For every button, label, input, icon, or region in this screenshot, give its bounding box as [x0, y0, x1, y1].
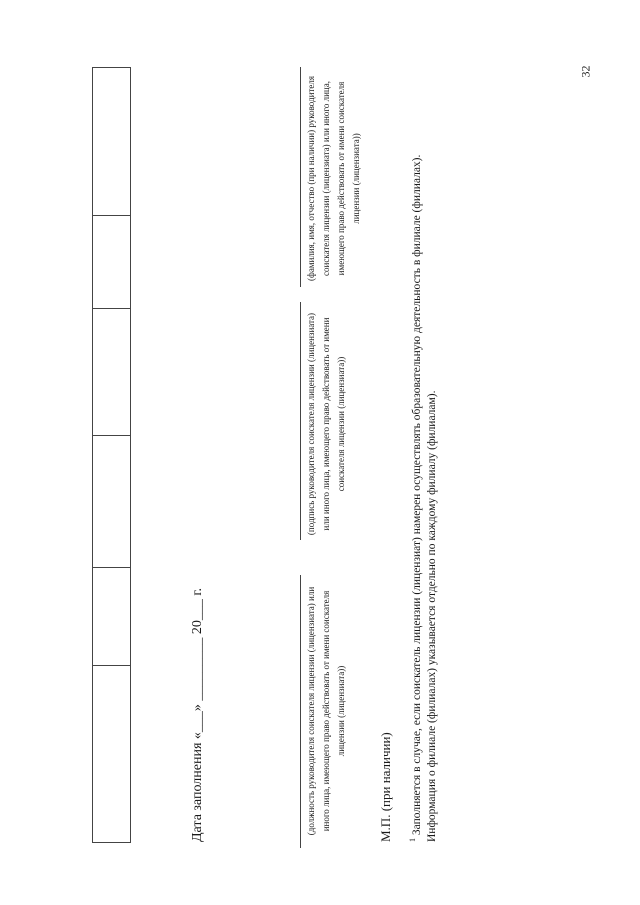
date-line: Дата заполнения «___» _________ 20___ г. — [190, 587, 205, 842]
page-number: 32 — [578, 65, 593, 78]
stamp-label: М.П. (при наличии) — [378, 732, 393, 842]
signature-line — [300, 302, 301, 540]
position-caption: (должность руководителя соискателя лицензии (лицензиата) или иного лица, имеющего право действовать от имени соискателя лицензии (лицензиата)) — [306, 586, 346, 836]
name-caption: (фамилия, имя, отчество (при наличии) руководителя соискателя лицензии (лицензиата) или иного лица, имеющего право действовать от имени соискателя лицензии (лицензиата)) — [306, 75, 361, 282]
footnote-line-2: Информация о филиале (филиалах) указывается отдельно по каждому филиалу (филиалам). — [425, 390, 438, 842]
footnote-marker: 1 — [408, 838, 417, 842]
position-line — [300, 575, 301, 848]
signature-caption: (подпись руководителя соискателя лицензии (лицензиата) или иного лица, имеющего право действовать от имени соискателя лицензии (лицензиата)) — [306, 312, 346, 536]
footnote-line-1: Заполняется в случае, если соискатель лицензии (лицензиат) намерен осуществлять образовательную деятельность в филиале (филиалах). — [410, 154, 423, 836]
name-line — [300, 67, 301, 287]
footnote — [405, 155, 440, 842]
